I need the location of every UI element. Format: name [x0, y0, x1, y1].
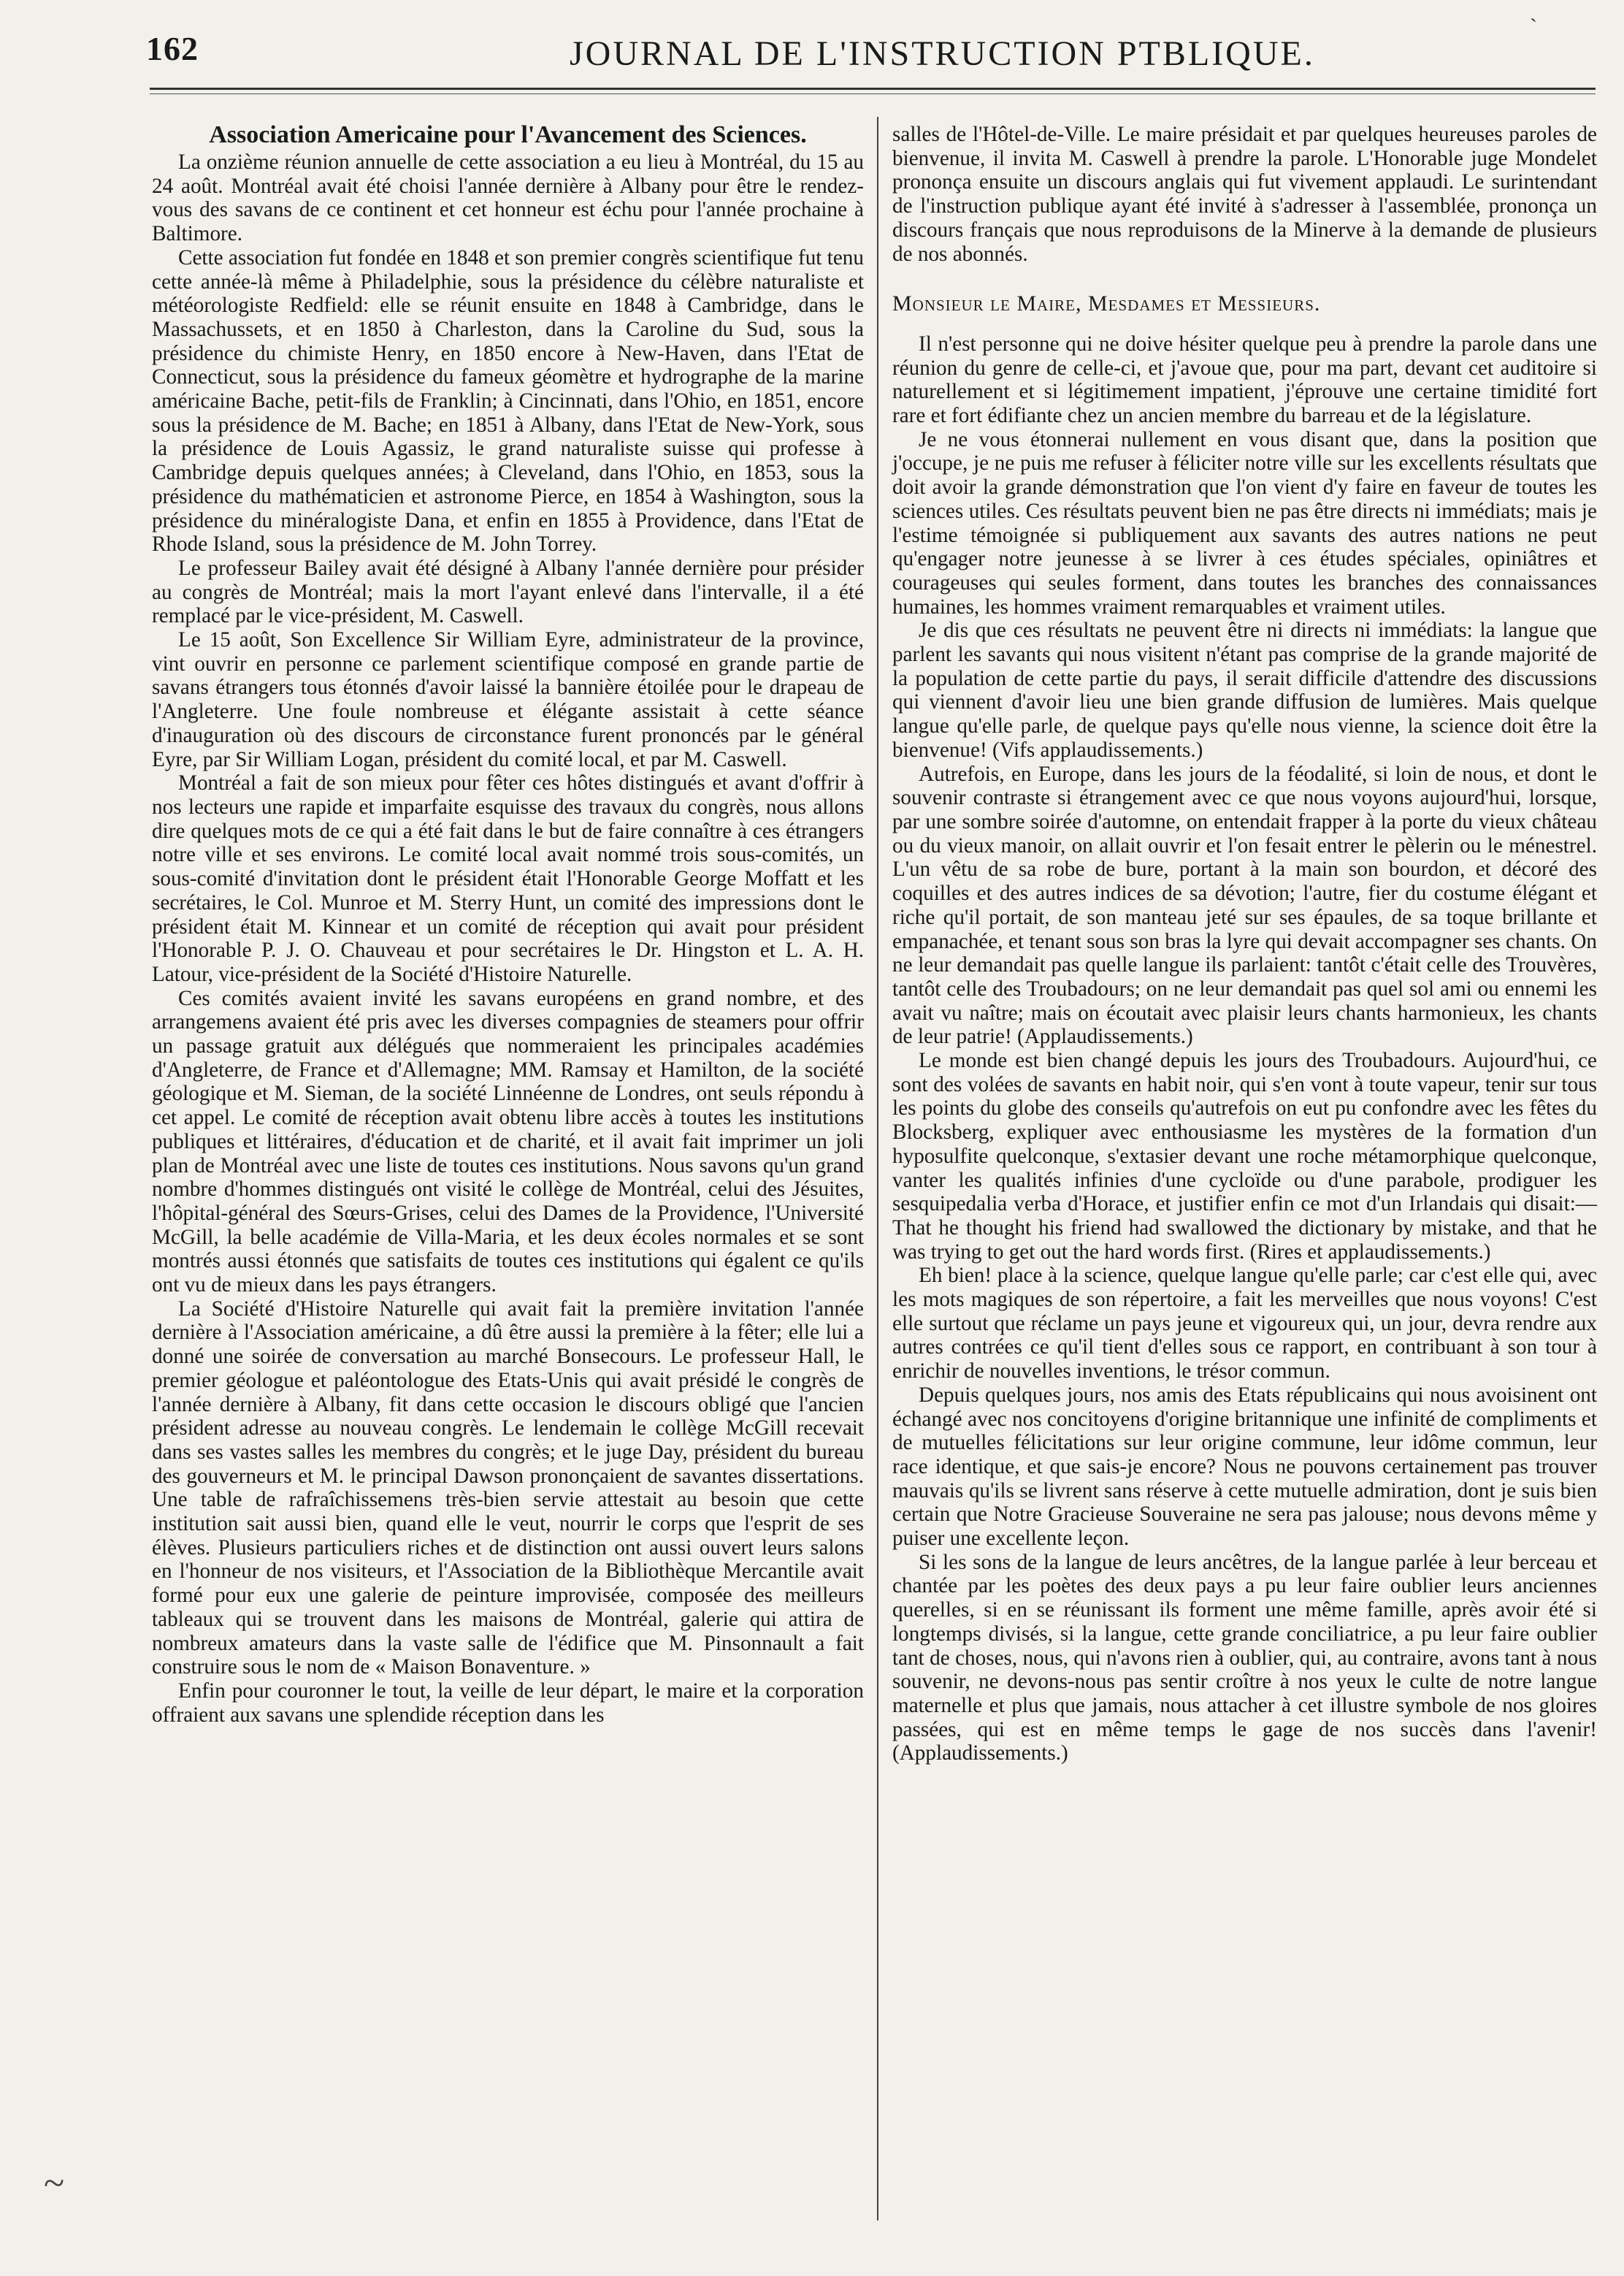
column-divider [877, 117, 878, 2220]
paragraph: Cette association fut fondée en 1848 et son premier congrès scientifique fut tenu cette année-là même à Philadelphie, sous la présidence du célèbre naturaliste et météorologiste Redfield: elle se réunit ensuite en 1848 à Cambridge, dans le Massachussets, et en 1850 à Charleston, dans la Caroline du Sud, sous la présidence du chimiste Henry, en 1850 encore à New-Haven, dans l'Etat de Connecticut, sous la présidence du fameux géomètre et hydrographe de la marine américaine Bache, petit-fils de Franklin; à Cincinnati, dans l'Ohio, en 1851, encore sous la présidence de M. Bache; en 1851 à Albany, dans l'Etat de New-York, sous la présidence de Louis Agassiz, le grand naturaliste suisse qui professe à Cambridge depuis quelques années; à Cleveland, dans l'Ohio, en 1853, sous la présidence du mathématicien et astronome Pierce, en 1854 à Washington, sous la présidence du minéralogiste Dana, et enfin en 1855 à Providence, dans l'Etat de Rhode Island, sous la présidence de M. John Torrey. [152, 245, 864, 557]
paragraph: Le 15 août, Son Excellence Sir William Eyre, administrateur de la province, vint ouvrir en personne ce parlement scientifique composé en grande partie de savans étrangers tous étonnés d'avoir laissé la bannière étoilée pour le drapeau de l'Angleterre. Une foule nombreuse et élégante assistait à cette séance d'inauguration où des discours de circonstance furent prononcés par le général Eyre, par Sir William Logan, président du comité local, et par M. Caswell. [152, 628, 864, 771]
margin-ink-mark: ~ [44, 2163, 65, 2204]
paragraph: salles de l'Hôtel-de-Ville. Le maire présidait et par quelques heureuses paroles de bienvenue, il invita M. Caswell à prendre la parole. L'Honorable juge Mondelet prononça ensuite un discours anglais qui fut vivement applaudi. Le surintendant de l'instruction publique ayant été invité à s'adresser à l'assemblée, prononça un discours français que nous reproduisons de la Minerve à la demande de plusieurs de nos abonnés. [892, 123, 1597, 266]
paragraph: Je dis que ces résultats ne peuvent être ni directs ni immédiats: la langue que parlent les savants qui nous visitent n'étant pas comprise de la grande majorité de la population de cette partie du pays, il serait difficile d'attendre des discussions qui viennent d'avoir lieu une bien grande diffusion de lumières. Mais quelque langue qu'elle parle, de quelque pays qu'elle nous vienne, la science doit être la bienvenue! (Vifs applaudissements.) [892, 619, 1597, 762]
running-title: JOURNAL DE L'INSTRUCTION PTBLIQUE. [570, 34, 1315, 73]
paragraph: Le professeur Bailey avait été désigné à Albany l'année dernière pour présider au congrès de Montréal; mais la mort l'ayant enlevé dans l'intervalle, il a été remplacé par le vice-président, M. Caswell. [152, 556, 864, 628]
page-header [146, 20, 1585, 79]
paragraph: Enfin pour couronner le tout, la veille de leur départ, le maire et la corporation offraient aux savans une splendide réception dans les [152, 1679, 864, 1727]
article-title: Association Americaine pour l'Avancement des Sciences. [209, 121, 807, 148]
paragraph: Eh bien! place à la science, quelque langue qu'elle parle; car c'est elle qui, avec les mots magiques de son répertoire, a fait les merveilles que nous voyons! C'est elle surtout que réclame un pays jeune et vigoureux qui, un jour, devra rendre aux autres contrées ce qu'il tient d'elles sous ce rapport, en contribuant à son tour à enrichir de nouvelles inventions, le trésor commun. [892, 1264, 1597, 1383]
left-column [152, 123, 864, 1727]
header-rule-thin [150, 93, 1596, 94]
paragraph: Autrefois, en Europe, dans les jours de la féodalité, si loin de nous, et dont le souvenir contraste si étrangement avec ce que nous voyons aujourd'hui, lorsque, par une sombre soirée d'automne, on entendait frapper à la porte du vieux château ou du vieux manoir, on allait ouvrir et l'on fesait entrer le pèlerin ou le ménestrel. L'un vêtu de sa robe de bure, portant à la main son bourdon, et décoré des coquilles et des autres indices de sa dévotion; l'autre, fier du costume élégant et riche qu'il portait, de son manteau jeté sur ses épaules, de sa toque brillante et empanachée, et tenant sous son bras la lyre qui devait accompagner ses chants. On ne leur demandait pas quelle langue ils parlaient: tantôt c'était celle des Trouvères, tantôt celle des Troubadours; on ne leur demandait pas quel sol ami ou ennemi les avait vu naître; mais on écoutait avec plaisir leurs chants harmonieux, les chants de leur patrie! (Applaudissements.) [892, 762, 1597, 1049]
paragraph: Le monde est bien changé depuis les jours des Troubadours. Aujourd'hui, ce sont des volées de savants en habit noir, qui s'en vont à toute vapeur, tenir sur tous les points du globe des conseils qu'autrefois on eut pu confondre avec les fêtes du Blocksberg, expliquer avec enthousiasme les mystères de la formation d'un hyposulfite quelconque, s'extasier devant une roche métamorphique quelconque, vanter les qualités infinies d'une cycloïde ou d'une parabole, prodiguer les sesquipedalia verba d'Horace, et justifier enfin ce mot d'un Irlandais qui disait:—That he thought his friend had swallowed the dictionary by mistake, and that he was trying to get out the hard words first. (Rires et applaudissements.) [892, 1049, 1597, 1264]
paragraph: Ces comités avaient invité les savans européens en grand nombre, et des arrangemens avaient été pris avec les diverses compagnies de steamers pour offrir un passage gratuit aux délégués que nommeraient les principales académies d'Angleterre, de France et d'Allemagne; MM. Ramsay et Hamilton, de la société géologique et M. Sieman, de la société Linnéenne de Londres, ont seuls répondu à cet appel. Le comité de réception avait obtenu libre accès à toutes les institutions publiques et littéraires, d'éducation et de charité, et il avait fait imprimer un joli plan de Montréal avec une liste de toutes ces institutions. Nous savons qu'un grand nombre d'hommes distingués ont visité le collège de Montréal, celui des Jésuites, l'hôpital-général des Sœurs-Grises, celui des Dames de la Providence, l'Université McGill, la belle académie de Villa-Maria, et les deux écoles normales et se sont montrés aussi étonnés que satisfaits de toutes ces institutions qui égalent ce qu'ils ont vu de mieux dans les pays étrangers. [152, 986, 864, 1297]
paragraph: Depuis quelques jours, nos amis des Etats républicains qui nous avoisinent ont échangé avec nos concitoyens d'origine britannique une infinité de compliments et de mutuelles félicitations sur leur origine commune, leur idôme commun, leur race identique, et que sais-je encore? Nous ne pouvons certainement pas trouver mauvais qu'ils se livrent sans réserve à cette mutuelle admiration, dont je suis bien certain que Notre Gracieuse Souveraine ne sera pas jalouse; nous devons même y puiser une excellente leçon. [892, 1383, 1597, 1551]
right-column [892, 123, 1597, 1765]
paragraph: Il n'est personne qui ne doive hésiter quelque peu à prendre la parole dans une réunion du genre de celle-ci, et j'avoue que, pour ma part, devant cet auditoire si naturellement et si légitimement impatient, j'éprouve une certaine timidité fort rare et fort édifiante chez un ancien membre du barreau et de la législature. [892, 332, 1597, 428]
paragraph: La Société d'Histoire Naturelle qui avait fait la première invitation l'année dernière à l'Association américaine, a dû être aussi la première à la fêter; elle lui a donné une soirée de conversation au marché Bonsecours. Le professeur Hall, le premier géologue et paléontologue des Etats-Unis qui avait présidé le congrès de l'année dernière à Albany, fit dans cette occasion le discours obligé que l'ancien président adresse au nouveau congrès. Le lendemain le collège McGill recevait dans ses vastes salles les membres du congrès; et le juge Day, président du bureau des gouverneurs et M. le principal Dawson prononçaient de savantes dissertations. Une table de rafraîchissemens très-bien servie attestait au besoin que cette institution sait aussi bien, quand elle le veut, nourrir le corps que l'esprit de ses élèves. Plusieurs particuliers riches et de distinction ont aussi ouvert leurs salons en l'honneur de nos visiteurs, et l'Association de la Bibliothèque Mercantile avait formé pour eux une galerie de peinture improvisée, composée des meilleurs tableaux qui se trouvent dans les maisons de Montréal, galerie qui attira de nombreux amateurs dans la vaste salle de l'édifice que M. Pinsonnault a fait construire sous le nom de « Maison Bonaventure. » [152, 1297, 864, 1679]
paragraph: Si les sons de la langue de leurs ancêtres, de la langue parlée à leur berceau et chantée par les poètes des deux pays a pu leur faire oublier leurs anciennes querelles, si en se réunissant ils forment une même famille, après avoir été si longtemps divisés, si la langue, cette grande conciliatrice, a pu leur faire oublier tant de choses, nous, qui n'avons rien à oublier, qui, au contraire, avons tant à nous souvenir, ne devons-nous pas sentir croître à nos yeux le culte de notre langue maternelle et plus que jamais, nous attacher à cet illustre symbole de nos gloires passées, qui est en même temps le gage de nos succès dans l'avenir! (Applaudissements.) [892, 1550, 1597, 1765]
speech-salutation: Monsieur le Maire, Mesdames et Messieurs. [892, 291, 1321, 316]
page-number: 162 [146, 30, 199, 67]
header-rule [150, 88, 1596, 90]
paragraph: Je ne vous étonnerai nullement en vous disant que, dans la position que j'occupe, je ne puis me refuser à féliciter notre ville sur les excellents résultats que doit avoir la grande démonstration que l'on vient d'y faire en faveur de toutes les sciences utiles. Ces résultats peuvent bien ne pas être directs ni immédiats; mais je l'estime témoignée si publiquement aux savants des autres nations ne peut qu'engager notre jeunesse à se livrer à ces études spéciales, opiniâtres et courageuses qui seules forment, dans toutes les branches des connaissances humaines, les hommes vraiment remarquables et vraiment utiles. [892, 427, 1597, 619]
paragraph: La onzième réunion annuelle de cette association a eu lieu à Montréal, du 15 au 24 août. Montréal avait été choisi l'année dernière à Albany pour être le rendez-vous des savans de ce continent et cet honneur est échu pour l'année prochaine à Baltimore. [152, 150, 864, 246]
corner-ink-mark: ` [1530, 15, 1537, 39]
paragraph: Montréal a fait de son mieux pour fêter ces hôtes distingués et avant d'offrir à nos lecteurs une rapide et imparfaite esquisse des travaux du congrès, nous allons dire quelques mots de ce qui a été fait dans le but de faire connaître à ces étrangers notre ville et ses environs. Le comité local avait nommé trois sous-comités, un sous-comité d'invitation dont le président était l'Honorable George Moffatt et les secrétaires, le Col. Munroe et M. Sterry Hunt, un comité des impressions dont le président était M. Kinnear et un comité de réception qui avait pour président l'Honorable P. J. O. Chauveau et pour secrétaires le Dr. Hingston et L. A. H. Latour, vice-président de la Société d'Histoire Naturelle. [152, 771, 864, 986]
